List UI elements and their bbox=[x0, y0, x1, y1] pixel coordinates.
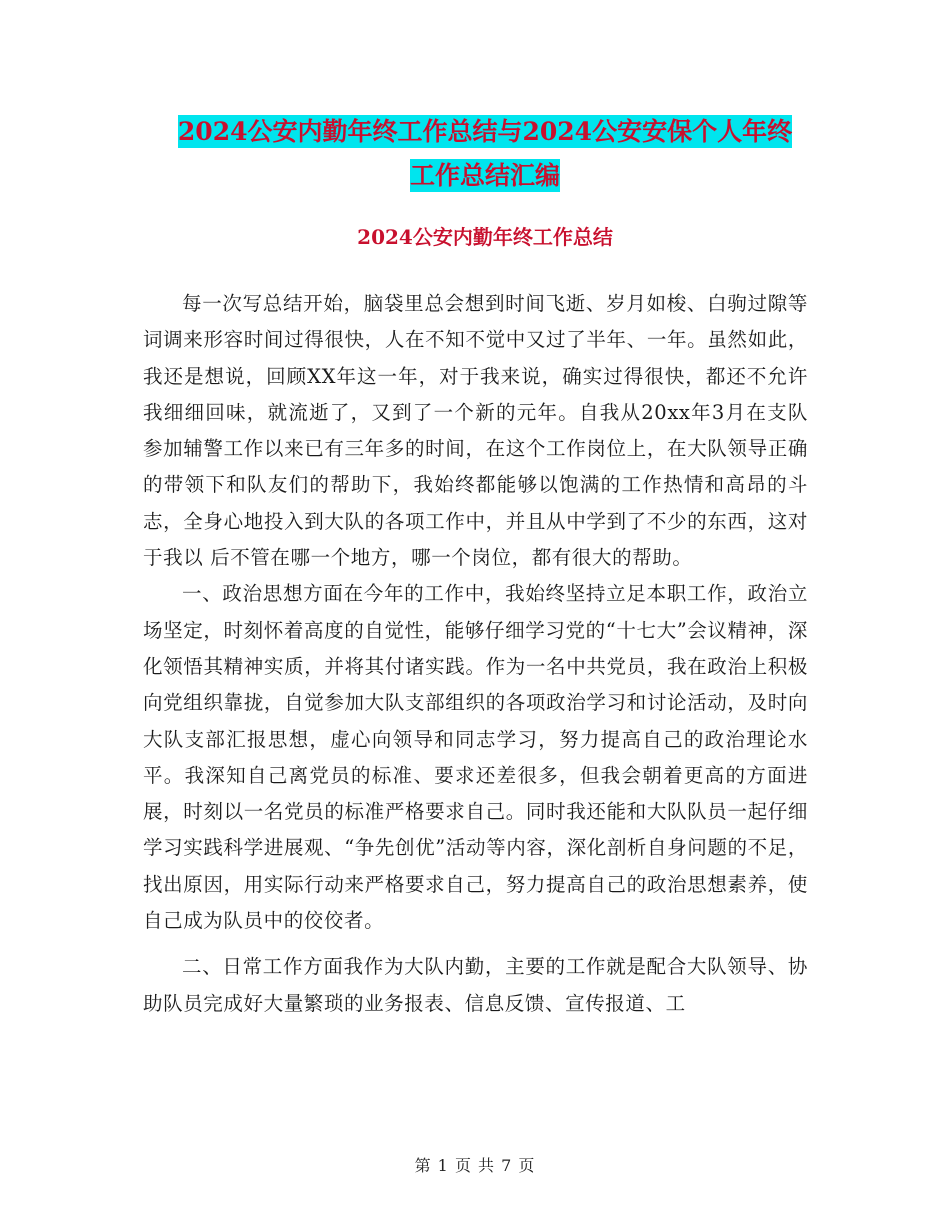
body-text bbox=[143, 286, 808, 1022]
document-title bbox=[140, 110, 830, 198]
section-title: 2024公安内勤年终工作总结 bbox=[357, 225, 613, 249]
paragraph-daily-work: 二、日常工作方面我作为大队内勤，主要的工作就是配合大队领导、协助队员完成好大量繁琐的业务报表、信息反馈、宣传报道、工 bbox=[143, 955, 808, 1015]
paragraph-intro: 每一次写总结开始，脑袋里总会想到时间飞逝、岁月如梭、白驹过隙等词调来形容时间过得很快，人在不知不觉中又过了半年、一年。虽然如此，我还是想说，回顾XX年这一年，对于我来说，确实过得很快，都还不允许我细细回味，就流逝了，又到了一个新的元年。自我从20xx年3月在支队参加辅警工作以来已有三年多的时间，在这个工作岗位上，在大队领导正确的带领下和队友们的帮助下，我始终都能够以饱满的工作热情和高昂的斗志，全身心地投入到大队的各项工作中，并且从中学到了不少的东西，这对于我以 后不管在哪一个地方，哪一个岗位，都有很大的帮助。 bbox=[143, 292, 808, 570]
paragraph-political: 一、政治思想方面在今年的工作中，我始终坚持立足本职工作，政治立场坚定，时刻怀着高度的自觉性，能够仔细学习党的“十七大”会议精神，深化领悟其精神实质，并将其付诸实践。作为一名中共党员，我在政治上积极向党组织靠拢，自觉参加大队支部组织的各项政治学习和讨论活动，及时向大队支部汇报思想，虚心向领导和同志学习，努力提高自己的政治理论水平。我深知自己离党员的标准、要求还差很多，但我会朝着更高的方面进展，时刻以一名党员的标准严格要求自己。同时我还能和大队队员一起仔细学习实践科学进展观、“争先创优”活动等内容，深化剖析自身问题的不足，找出原因，用实际行动来严格要求自己，努力提高自己的政治思想素养，使自己成为队员中的佼佼者。 bbox=[143, 582, 808, 933]
page-footer: 第 1 页 共 7 页 bbox=[414, 1156, 536, 1175]
title-line-1: 2024公安内勤年终工作总结与2024公安安保个人年终 bbox=[177, 117, 793, 146]
title-line-2: 工作总结汇编 bbox=[409, 161, 560, 190]
